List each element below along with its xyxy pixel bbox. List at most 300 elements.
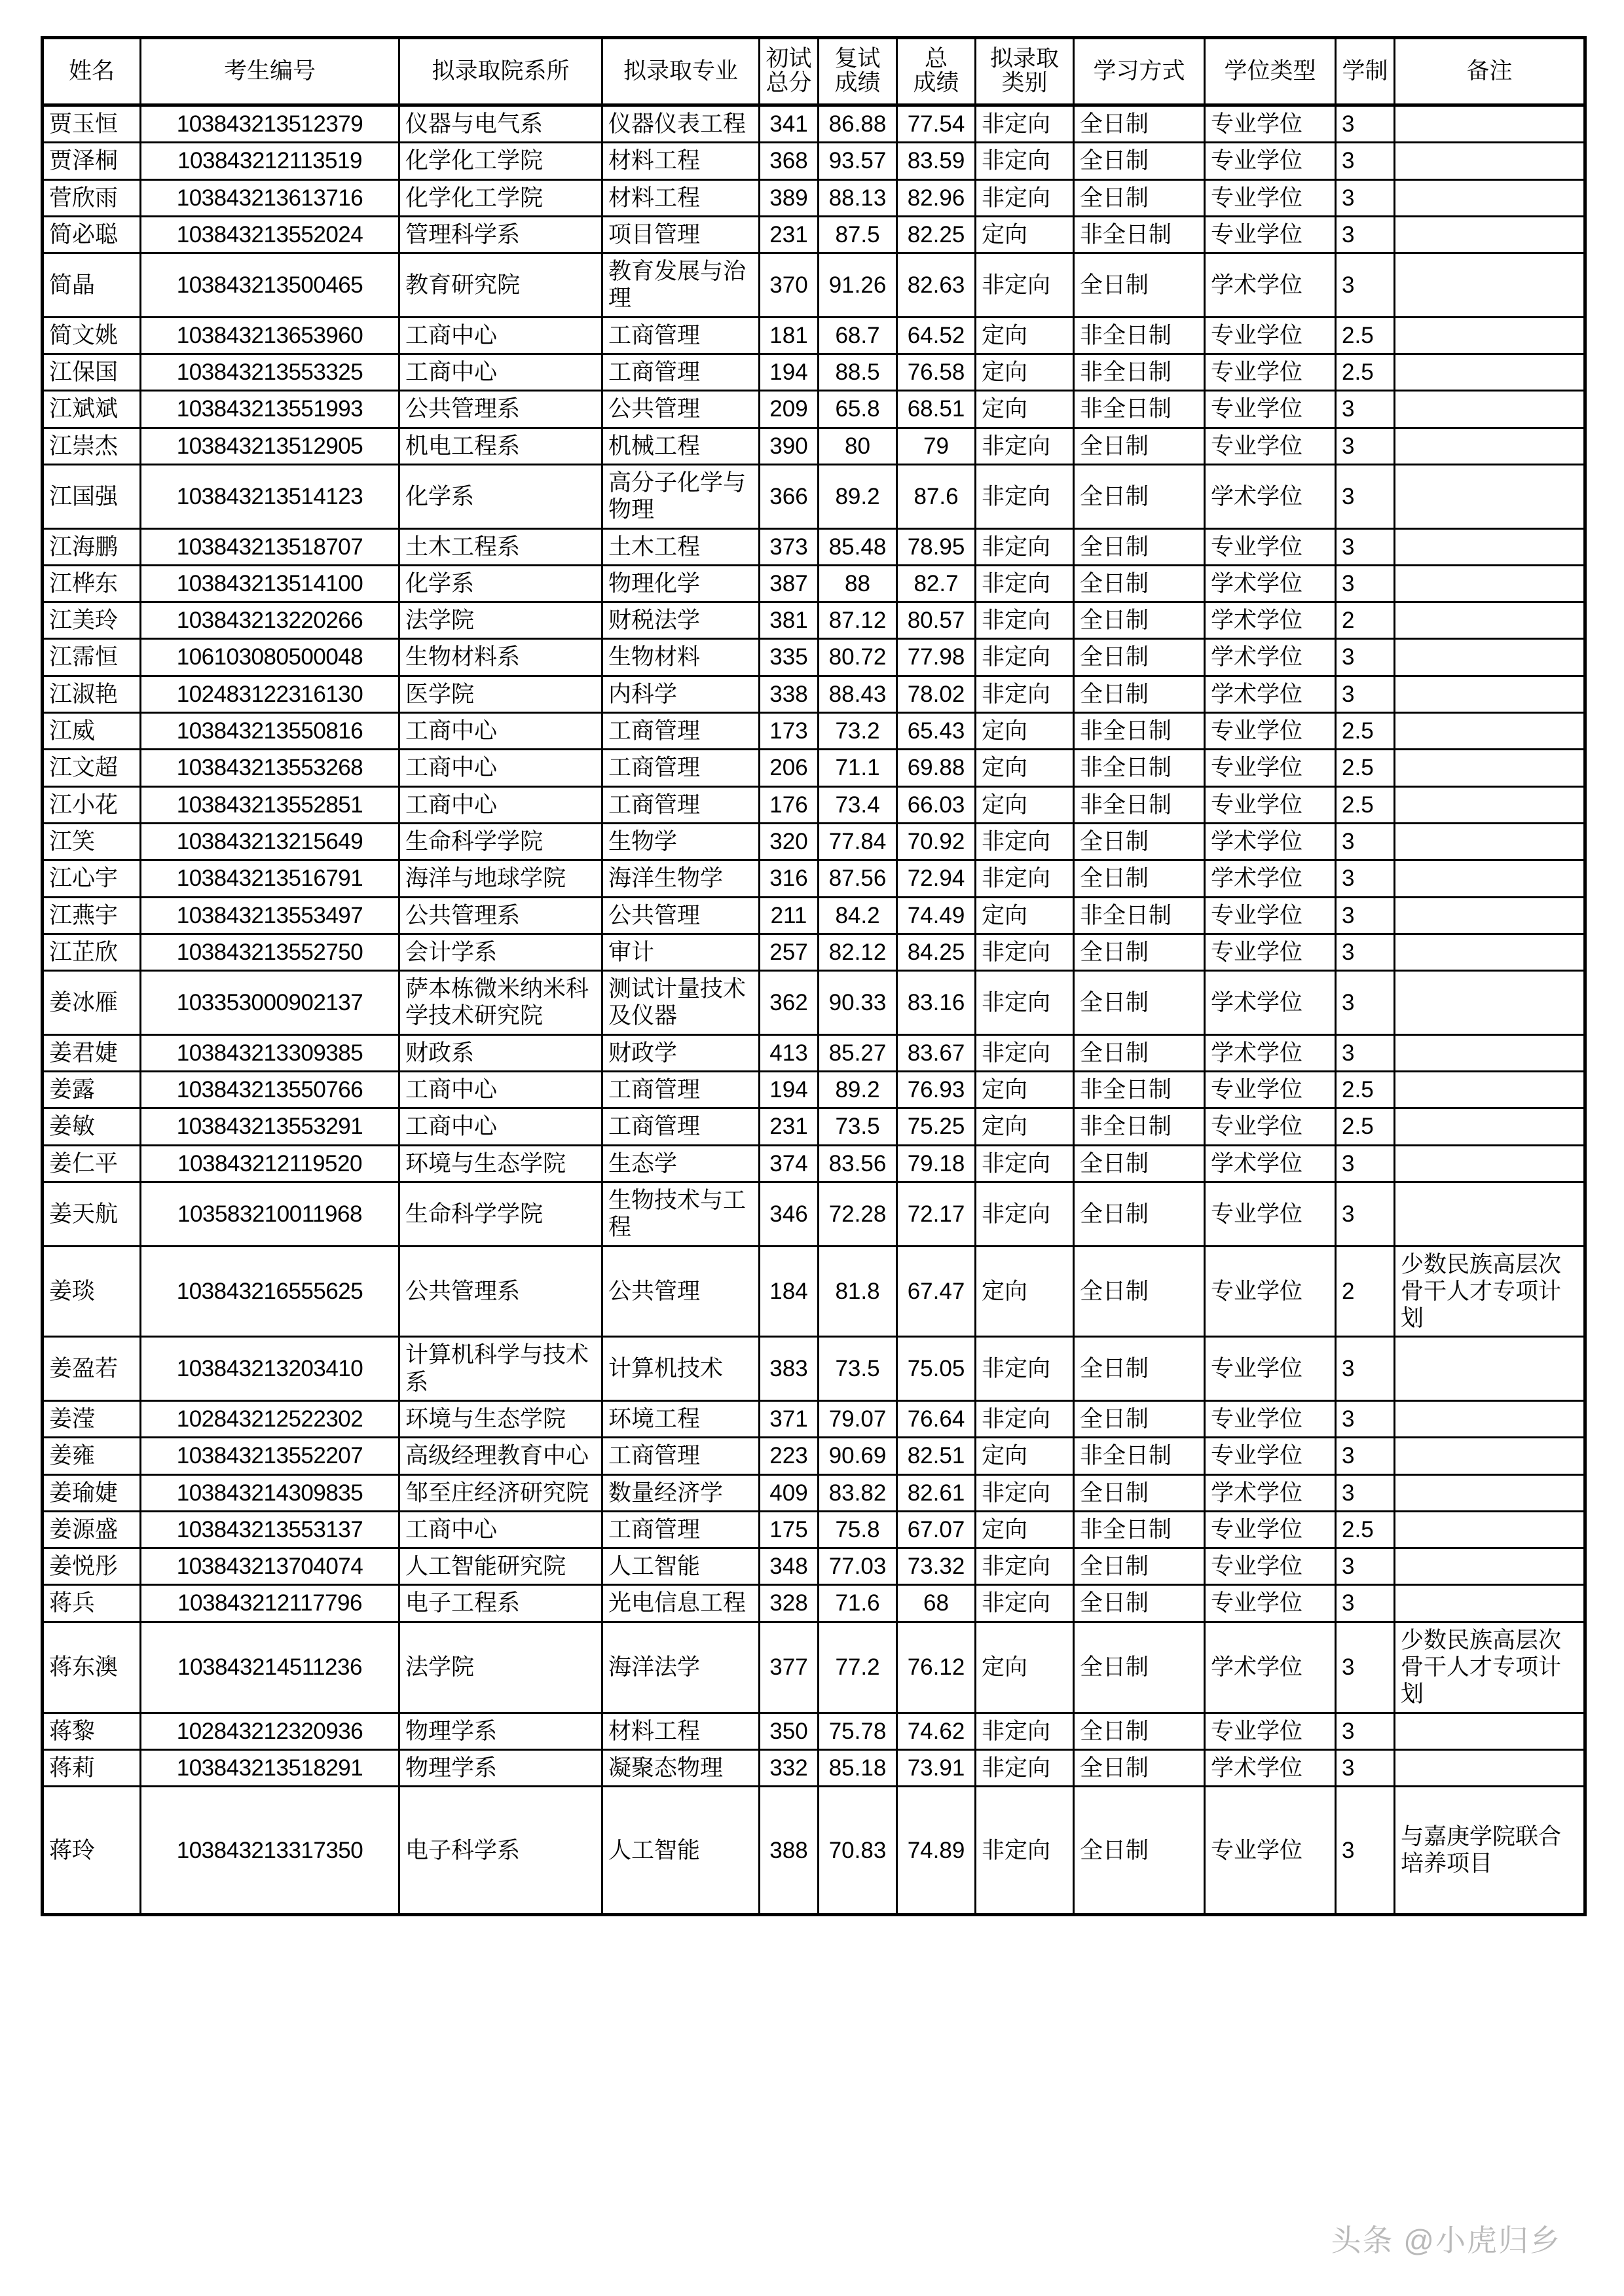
cell-candidate-id: 103843213553137 xyxy=(141,1511,399,1548)
cell-preliminary-score: 338 xyxy=(760,676,819,712)
cell-major: 光电信息工程 xyxy=(602,1585,760,1622)
table-row xyxy=(43,565,1585,602)
cell-admission-category: 非定向 xyxy=(976,464,1074,528)
cell-name: 姜滢 xyxy=(43,1400,141,1437)
cell-total-score: 82.25 xyxy=(897,216,976,253)
cell-admission-category: 非定向 xyxy=(976,179,1074,216)
cell-department: 人工智能研究院 xyxy=(399,1548,602,1585)
cell-retest-score: 80 xyxy=(819,428,897,464)
cell-study-mode: 全日制 xyxy=(1074,639,1205,676)
cell-remark xyxy=(1395,1034,1585,1071)
cell-department: 公共管理系 xyxy=(399,391,602,428)
table-row xyxy=(43,971,1585,1035)
cell-degree-type: 学术学位 xyxy=(1205,253,1336,318)
cell-duration: 3 xyxy=(1336,1337,1395,1401)
cell-total-score: 76.64 xyxy=(897,1400,976,1437)
cell-duration: 3 xyxy=(1336,971,1395,1035)
cell-candidate-id: 103843213553291 xyxy=(141,1108,399,1145)
cell-name: 江淑艳 xyxy=(43,676,141,712)
cell-preliminary-score: 348 xyxy=(760,1548,819,1585)
cell-name: 江崇杰 xyxy=(43,428,141,464)
cell-degree-type: 专业学位 xyxy=(1205,1108,1336,1145)
cell-admission-category: 非定向 xyxy=(976,1585,1074,1622)
cell-total-score: 82.61 xyxy=(897,1474,976,1511)
cell-duration: 2.5 xyxy=(1336,1108,1395,1145)
cell-remark xyxy=(1395,428,1585,464)
cell-degree-type: 专业学位 xyxy=(1205,354,1336,391)
cell-degree-type: 学术学位 xyxy=(1205,1474,1336,1511)
cell-degree-type: 专业学位 xyxy=(1205,897,1336,934)
cell-degree-type: 学术学位 xyxy=(1205,860,1336,897)
cell-total-score: 82.63 xyxy=(897,253,976,318)
cell-department: 环境与生态学院 xyxy=(399,1400,602,1437)
cell-retest-score: 77.2 xyxy=(819,1622,897,1713)
cell-total-score: 67.47 xyxy=(897,1246,976,1337)
table-row xyxy=(43,143,1585,179)
cell-preliminary-score: 390 xyxy=(760,428,819,464)
cell-name: 江小花 xyxy=(43,786,141,823)
cell-degree-type: 专业学位 xyxy=(1205,1585,1336,1622)
cell-study-mode: 全日制 xyxy=(1074,1713,1205,1749)
cell-remark xyxy=(1395,786,1585,823)
cell-admission-category: 定向 xyxy=(976,1246,1074,1337)
cell-total-score: 68.51 xyxy=(897,391,976,428)
cell-department: 化学系 xyxy=(399,565,602,602)
cell-preliminary-score: 381 xyxy=(760,602,819,639)
cell-name: 江霈恒 xyxy=(43,639,141,676)
cell-retest-score: 88.5 xyxy=(819,354,897,391)
table-row xyxy=(43,860,1585,897)
cell-retest-score: 87.5 xyxy=(819,216,897,253)
cell-candidate-id: 103843212117796 xyxy=(141,1585,399,1622)
table-row xyxy=(43,1585,1585,1622)
cell-study-mode: 全日制 xyxy=(1074,971,1205,1035)
cell-duration: 3 xyxy=(1336,860,1395,897)
cell-name: 姜天航 xyxy=(43,1182,141,1246)
cell-total-score: 67.07 xyxy=(897,1511,976,1548)
cell-total-score: 69.88 xyxy=(897,750,976,786)
table-row xyxy=(43,1182,1585,1246)
cell-study-mode: 全日制 xyxy=(1074,105,1205,143)
cell-admission-category: 定向 xyxy=(976,1511,1074,1548)
cell-degree-type: 专业学位 xyxy=(1205,1548,1336,1585)
cell-remark xyxy=(1395,860,1585,897)
cell-admission-category: 非定向 xyxy=(976,1787,1074,1915)
cell-total-score: 74.62 xyxy=(897,1713,976,1749)
cell-major: 仪器仪表工程 xyxy=(602,105,760,143)
cell-name: 江燕宇 xyxy=(43,897,141,934)
cell-admission-category: 非定向 xyxy=(976,1474,1074,1511)
cell-preliminary-score: 366 xyxy=(760,464,819,528)
cell-remark xyxy=(1395,639,1585,676)
cell-candidate-id: 103843213512905 xyxy=(141,428,399,464)
cell-retest-score: 71.1 xyxy=(819,750,897,786)
cell-preliminary-score: 176 xyxy=(760,786,819,823)
table-row xyxy=(43,713,1585,750)
table-row xyxy=(43,391,1585,428)
cell-department: 计算机科学与技术系 xyxy=(399,1337,602,1401)
cell-study-mode: 全日制 xyxy=(1074,1182,1205,1246)
cell-retest-score: 73.5 xyxy=(819,1337,897,1401)
cell-preliminary-score: 175 xyxy=(760,1511,819,1548)
cell-name: 江保国 xyxy=(43,354,141,391)
cell-admission-category: 非定向 xyxy=(976,1749,1074,1786)
cell-retest-score: 91.26 xyxy=(819,253,897,318)
table-row xyxy=(43,602,1585,639)
cell-study-mode: 全日制 xyxy=(1074,934,1205,970)
cell-degree-type: 专业学位 xyxy=(1205,317,1336,354)
cell-name: 姜冰雁 xyxy=(43,971,141,1035)
cell-duration: 3 xyxy=(1336,528,1395,565)
cell-candidate-id: 103843216555625 xyxy=(141,1246,399,1337)
cell-duration: 3 xyxy=(1336,1713,1395,1749)
cell-study-mode: 全日制 xyxy=(1074,1474,1205,1511)
cell-department: 邹至庄经济研究院 xyxy=(399,1474,602,1511)
cell-remark xyxy=(1395,1072,1585,1108)
table-row xyxy=(43,317,1585,354)
column-header-category-line2: 类别 xyxy=(1001,70,1048,96)
column-header-duration: 学制 xyxy=(1336,38,1395,105)
cell-study-mode: 非全日制 xyxy=(1074,713,1205,750)
table-row xyxy=(43,786,1585,823)
cell-total-score: 82.51 xyxy=(897,1438,976,1474)
cell-retest-score: 85.48 xyxy=(819,528,897,565)
cell-department: 电子工程系 xyxy=(399,1585,602,1622)
cell-admission-category: 非定向 xyxy=(976,639,1074,676)
cell-remark xyxy=(1395,897,1585,934)
cell-study-mode: 全日制 xyxy=(1074,1400,1205,1437)
cell-remark: 少数民族高层次骨干人才专项计划 xyxy=(1395,1622,1585,1713)
cell-duration: 3 xyxy=(1336,1622,1395,1713)
cell-major: 人工智能 xyxy=(602,1548,760,1585)
cell-retest-score: 73.5 xyxy=(819,1108,897,1145)
cell-major: 计算机技术 xyxy=(602,1337,760,1401)
cell-duration: 3 xyxy=(1336,1474,1395,1511)
cell-preliminary-score: 362 xyxy=(760,971,819,1035)
column-header-major: 拟录取专业 xyxy=(602,38,760,105)
cell-remark xyxy=(1395,179,1585,216)
column-header-retest-score-line2: 成绩 xyxy=(834,70,881,96)
cell-retest-score: 86.88 xyxy=(819,105,897,143)
cell-admission-category: 非定向 xyxy=(976,1145,1074,1182)
cell-major: 公共管理 xyxy=(602,1246,760,1337)
cell-total-score: 87.6 xyxy=(897,464,976,528)
cell-preliminary-score: 231 xyxy=(760,216,819,253)
cell-remark xyxy=(1395,713,1585,750)
table-row xyxy=(43,934,1585,970)
cell-major: 生物技术与工程 xyxy=(602,1182,760,1246)
cell-admission-category: 非定向 xyxy=(976,428,1074,464)
cell-study-mode: 全日制 xyxy=(1074,565,1205,602)
cell-admission-category: 定向 xyxy=(976,897,1074,934)
cell-admission-category: 非定向 xyxy=(976,1400,1074,1437)
cell-admission-category: 定向 xyxy=(976,317,1074,354)
cell-candidate-id: 103843213309385 xyxy=(141,1034,399,1071)
table-row xyxy=(43,253,1585,318)
table-row xyxy=(43,1438,1585,1474)
table-row xyxy=(43,750,1585,786)
cell-remark xyxy=(1395,464,1585,528)
cell-remark xyxy=(1395,1474,1585,1511)
cell-name: 姜露 xyxy=(43,1072,141,1108)
cell-preliminary-score: 231 xyxy=(760,1108,819,1145)
cell-study-mode: 全日制 xyxy=(1074,1548,1205,1585)
cell-candidate-id: 103843213516791 xyxy=(141,860,399,897)
cell-degree-type: 专业学位 xyxy=(1205,1072,1336,1108)
cell-total-score: 76.12 xyxy=(897,1622,976,1713)
cell-remark xyxy=(1395,1145,1585,1182)
cell-total-score: 80.57 xyxy=(897,602,976,639)
cell-total-score: 83.67 xyxy=(897,1034,976,1071)
cell-remark xyxy=(1395,1400,1585,1437)
cell-duration: 2 xyxy=(1336,1246,1395,1337)
cell-candidate-id: 106103080500048 xyxy=(141,639,399,676)
cell-name: 姜琰 xyxy=(43,1246,141,1337)
cell-degree-type: 专业学位 xyxy=(1205,934,1336,970)
cell-duration: 2.5 xyxy=(1336,354,1395,391)
cell-candidate-id: 103843212119520 xyxy=(141,1145,399,1182)
cell-study-mode: 全日制 xyxy=(1074,528,1205,565)
cell-retest-score: 88.43 xyxy=(819,676,897,712)
column-header-pre-score xyxy=(760,38,819,105)
cell-study-mode: 全日制 xyxy=(1074,676,1205,712)
cell-degree-type: 专业学位 xyxy=(1205,786,1336,823)
cell-admission-category: 定向 xyxy=(976,1072,1074,1108)
cell-major: 工商管理 xyxy=(602,750,760,786)
cell-preliminary-score: 335 xyxy=(760,639,819,676)
cell-total-score: 76.58 xyxy=(897,354,976,391)
cell-duration: 3 xyxy=(1336,1787,1395,1915)
cell-retest-score: 77.03 xyxy=(819,1548,897,1585)
cell-duration: 3 xyxy=(1336,1585,1395,1622)
cell-major: 工商管理 xyxy=(602,1438,760,1474)
cell-degree-type: 学术学位 xyxy=(1205,602,1336,639)
table-header xyxy=(43,38,1585,105)
cell-candidate-id: 103353000902137 xyxy=(141,971,399,1035)
cell-degree-type: 专业学位 xyxy=(1205,216,1336,253)
cell-department: 生物材料系 xyxy=(399,639,602,676)
cell-remark xyxy=(1395,1713,1585,1749)
cell-duration: 3 xyxy=(1336,565,1395,602)
cell-duration: 2.5 xyxy=(1336,317,1395,354)
cell-department: 公共管理系 xyxy=(399,1246,602,1337)
cell-remark xyxy=(1395,253,1585,318)
cell-degree-type: 专业学位 xyxy=(1205,1246,1336,1337)
cell-admission-category: 非定向 xyxy=(976,823,1074,860)
cell-remark xyxy=(1395,1511,1585,1548)
cell-study-mode: 全日制 xyxy=(1074,1034,1205,1071)
table-row xyxy=(43,216,1585,253)
cell-retest-score: 73.4 xyxy=(819,786,897,823)
cell-remark xyxy=(1395,1585,1585,1622)
cell-department: 环境与生态学院 xyxy=(399,1145,602,1182)
cell-admission-category: 定向 xyxy=(976,713,1074,750)
cell-study-mode: 全日制 xyxy=(1074,1246,1205,1337)
cell-name: 蒋玲 xyxy=(43,1787,141,1915)
cell-major: 海洋法学 xyxy=(602,1622,760,1713)
cell-candidate-id: 103843212113519 xyxy=(141,143,399,179)
cell-total-score: 83.59 xyxy=(897,143,976,179)
column-header-total-score-line1: 总 xyxy=(924,46,948,72)
cell-major: 工商管理 xyxy=(602,354,760,391)
table-row xyxy=(43,528,1585,565)
cell-candidate-id: 103843213552207 xyxy=(141,1438,399,1474)
table-row xyxy=(43,1337,1585,1401)
table-row xyxy=(43,823,1585,860)
cell-total-score: 64.52 xyxy=(897,317,976,354)
cell-degree-type: 学术学位 xyxy=(1205,1622,1336,1713)
cell-preliminary-score: 194 xyxy=(760,354,819,391)
cell-candidate-id: 103843213215649 xyxy=(141,823,399,860)
cell-remark xyxy=(1395,391,1585,428)
cell-name: 江海鹏 xyxy=(43,528,141,565)
cell-department: 公共管理系 xyxy=(399,897,602,934)
cell-preliminary-score: 413 xyxy=(760,1034,819,1071)
cell-duration: 3 xyxy=(1336,179,1395,216)
cell-total-score: 77.54 xyxy=(897,105,976,143)
table-row xyxy=(43,1246,1585,1337)
cell-preliminary-score: 320 xyxy=(760,823,819,860)
cell-department: 化学系 xyxy=(399,464,602,528)
column-header-total-score-line2: 成绩 xyxy=(913,70,959,96)
column-header-pre-score-line2: 总分 xyxy=(766,70,812,96)
cell-admission-category: 非定向 xyxy=(976,602,1074,639)
column-header-remark: 备注 xyxy=(1395,38,1585,105)
cell-retest-score: 83.82 xyxy=(819,1474,897,1511)
cell-preliminary-score: 223 xyxy=(760,1438,819,1474)
cell-major: 测试计量技术及仪器 xyxy=(602,971,760,1035)
column-header-retest-score-line1: 复试 xyxy=(834,46,881,72)
cell-duration: 3 xyxy=(1336,1400,1395,1437)
cell-name: 贾泽桐 xyxy=(43,143,141,179)
cell-degree-type: 学术学位 xyxy=(1205,1034,1336,1071)
column-header-total-score xyxy=(897,38,976,105)
cell-study-mode: 非全日制 xyxy=(1074,1108,1205,1145)
cell-remark xyxy=(1395,317,1585,354)
cell-retest-score: 70.83 xyxy=(819,1787,897,1915)
cell-preliminary-score: 374 xyxy=(760,1145,819,1182)
cell-retest-score: 83.56 xyxy=(819,1145,897,1182)
cell-degree-type: 学术学位 xyxy=(1205,971,1336,1035)
cell-department: 化学化工学院 xyxy=(399,179,602,216)
cell-duration: 2.5 xyxy=(1336,1072,1395,1108)
cell-admission-category: 定向 xyxy=(976,216,1074,253)
header-row xyxy=(43,38,1585,105)
cell-admission-category: 非定向 xyxy=(976,860,1074,897)
cell-study-mode: 全日制 xyxy=(1074,860,1205,897)
cell-remark xyxy=(1395,602,1585,639)
cell-name: 江桦东 xyxy=(43,565,141,602)
cell-remark: 少数民族高层次骨干人才专项计划 xyxy=(1395,1246,1585,1337)
cell-preliminary-score: 370 xyxy=(760,253,819,318)
cell-preliminary-score: 350 xyxy=(760,1713,819,1749)
cell-admission-category: 定向 xyxy=(976,391,1074,428)
cell-duration: 3 xyxy=(1336,823,1395,860)
cell-admission-category: 非定向 xyxy=(976,253,1074,318)
cell-total-score: 70.92 xyxy=(897,823,976,860)
cell-name: 江笑 xyxy=(43,823,141,860)
admission-table xyxy=(41,36,1587,1916)
cell-degree-type: 专业学位 xyxy=(1205,528,1336,565)
cell-department: 化学化工学院 xyxy=(399,143,602,179)
cell-total-score: 82.7 xyxy=(897,565,976,602)
cell-candidate-id: 103843213613716 xyxy=(141,179,399,216)
cell-retest-score: 85.18 xyxy=(819,1749,897,1786)
cell-major: 工商管理 xyxy=(602,1108,760,1145)
cell-remark xyxy=(1395,565,1585,602)
cell-retest-score: 88 xyxy=(819,565,897,602)
cell-study-mode: 全日制 xyxy=(1074,602,1205,639)
cell-major: 生态学 xyxy=(602,1145,760,1182)
cell-retest-score: 73.2 xyxy=(819,713,897,750)
table-row xyxy=(43,1145,1585,1182)
cell-preliminary-score: 371 xyxy=(760,1400,819,1437)
cell-admission-category: 非定向 xyxy=(976,565,1074,602)
cell-major: 材料工程 xyxy=(602,179,760,216)
cell-degree-type: 专业学位 xyxy=(1205,1182,1336,1246)
cell-total-score: 75.05 xyxy=(897,1337,976,1401)
cell-candidate-id: 103843214511236 xyxy=(141,1622,399,1713)
cell-candidate-id: 103843213653960 xyxy=(141,317,399,354)
cell-major: 工商管理 xyxy=(602,786,760,823)
cell-department: 工商中心 xyxy=(399,786,602,823)
cell-retest-score: 65.8 xyxy=(819,391,897,428)
cell-study-mode: 非全日制 xyxy=(1074,1438,1205,1474)
cell-remark xyxy=(1395,1548,1585,1585)
cell-duration: 3 xyxy=(1336,253,1395,318)
cell-admission-category: 非定向 xyxy=(976,143,1074,179)
cell-remark xyxy=(1395,528,1585,565)
cell-duration: 3 xyxy=(1336,1145,1395,1182)
cell-duration: 3 xyxy=(1336,105,1395,143)
cell-candidate-id: 103843213551993 xyxy=(141,391,399,428)
cell-preliminary-score: 328 xyxy=(760,1585,819,1622)
cell-major: 工商管理 xyxy=(602,1511,760,1548)
cell-name: 蒋兵 xyxy=(43,1585,141,1622)
cell-major: 物理化学 xyxy=(602,565,760,602)
cell-degree-type: 专业学位 xyxy=(1205,713,1336,750)
cell-retest-score: 72.28 xyxy=(819,1182,897,1246)
cell-major: 机械工程 xyxy=(602,428,760,464)
cell-retest-score: 88.13 xyxy=(819,179,897,216)
cell-study-mode: 全日制 xyxy=(1074,428,1205,464)
cell-name: 江心宇 xyxy=(43,860,141,897)
cell-retest-score: 87.12 xyxy=(819,602,897,639)
cell-admission-category: 非定向 xyxy=(976,1713,1074,1749)
cell-degree-type: 专业学位 xyxy=(1205,1438,1336,1474)
cell-total-score: 82.96 xyxy=(897,179,976,216)
cell-total-score: 66.03 xyxy=(897,786,976,823)
cell-candidate-id: 103843213500465 xyxy=(141,253,399,318)
cell-major: 生物材料 xyxy=(602,639,760,676)
cell-degree-type: 专业学位 xyxy=(1205,391,1336,428)
cell-department: 海洋与地球学院 xyxy=(399,860,602,897)
cell-department: 教育研究院 xyxy=(399,253,602,318)
cell-retest-score: 87.56 xyxy=(819,860,897,897)
cell-retest-score: 82.12 xyxy=(819,934,897,970)
cell-retest-score: 80.72 xyxy=(819,639,897,676)
cell-preliminary-score: 387 xyxy=(760,565,819,602)
cell-duration: 2.5 xyxy=(1336,750,1395,786)
table-row xyxy=(43,1548,1585,1585)
cell-admission-category: 非定向 xyxy=(976,528,1074,565)
cell-major: 公共管理 xyxy=(602,897,760,934)
cell-study-mode: 全日制 xyxy=(1074,1337,1205,1401)
cell-remark xyxy=(1395,354,1585,391)
cell-department: 生命科学学院 xyxy=(399,823,602,860)
cell-total-score: 73.91 xyxy=(897,1749,976,1786)
cell-preliminary-score: 409 xyxy=(760,1474,819,1511)
